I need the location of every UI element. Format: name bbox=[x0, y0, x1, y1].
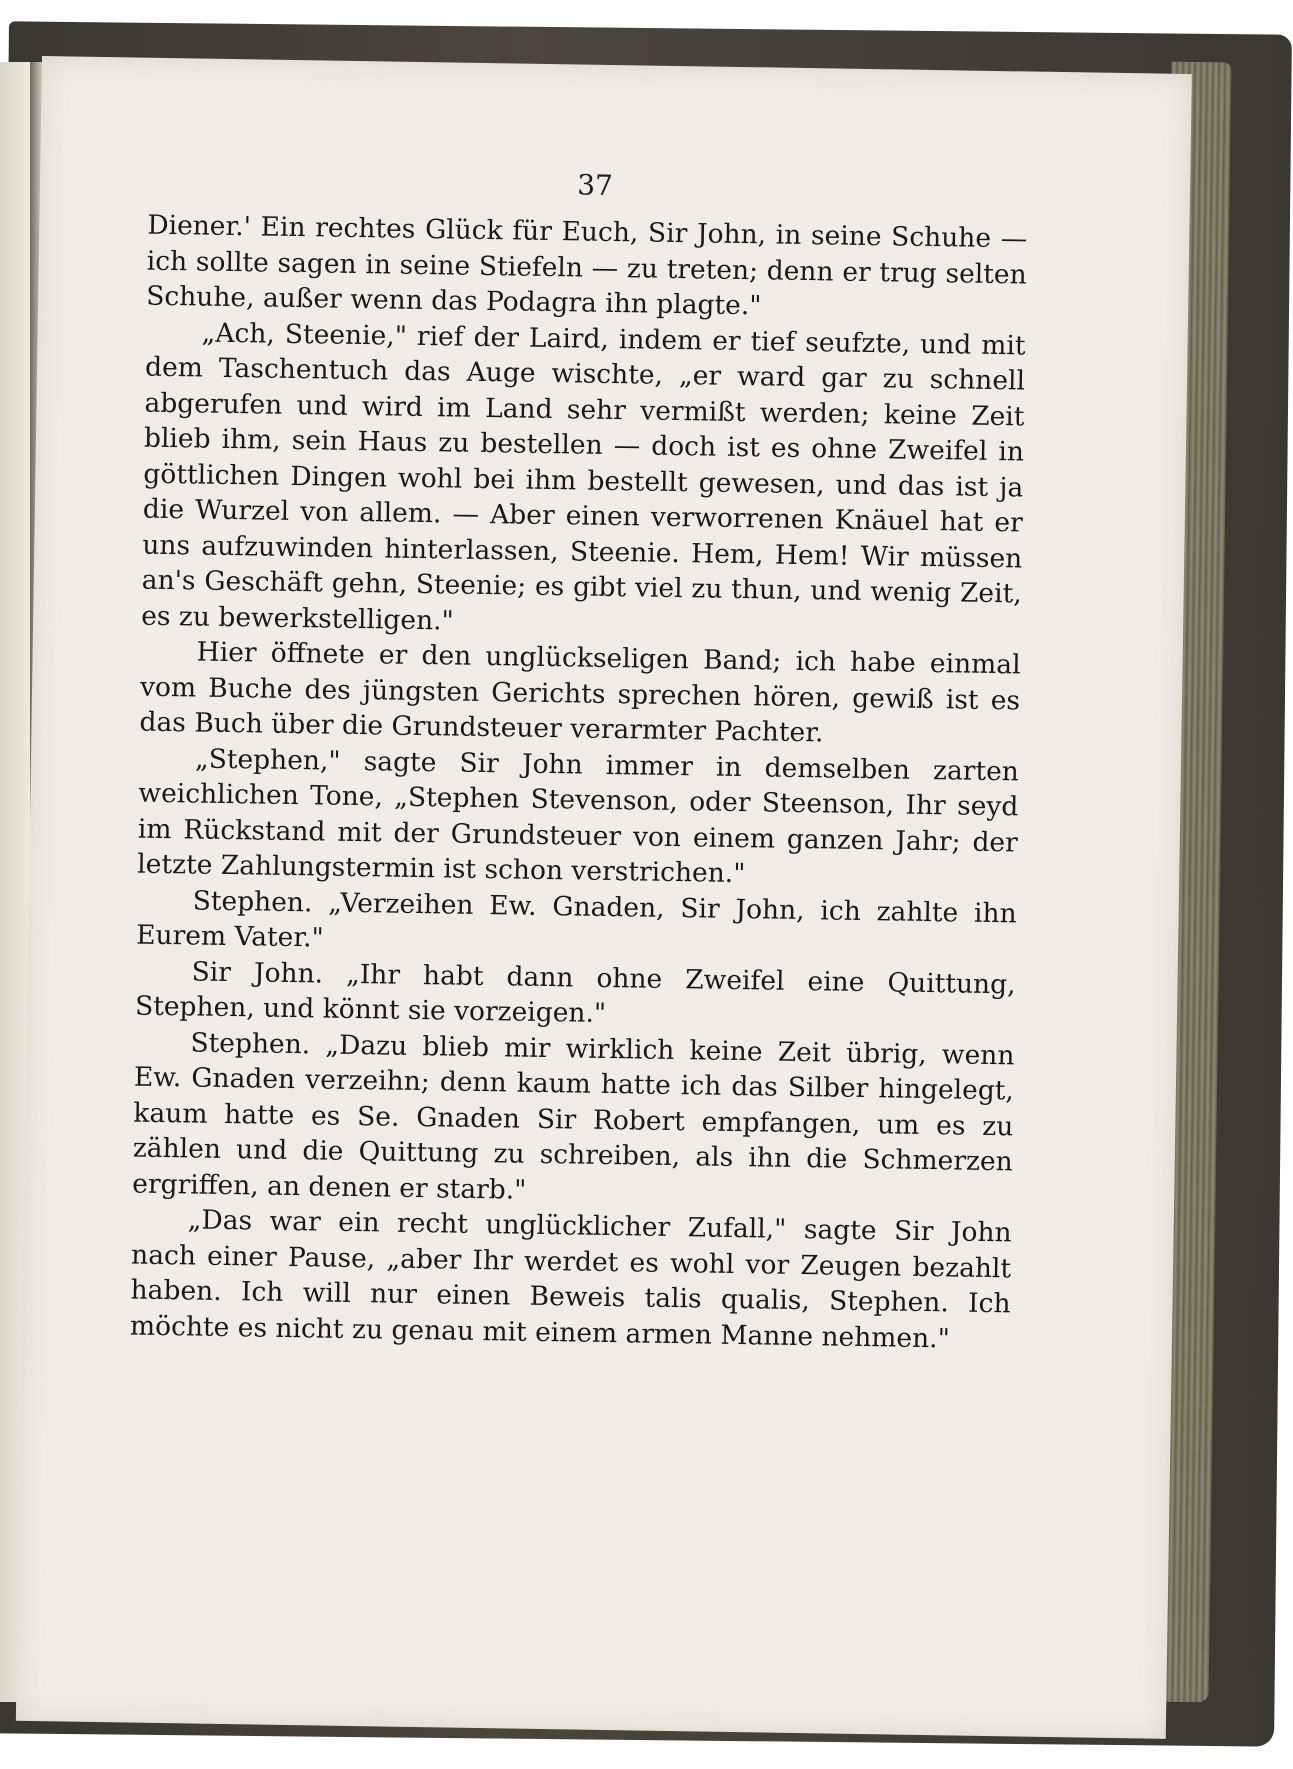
paragraph: Stephen. „Verzeihen Ew. Gnaden, Sir John, ich zahlte ihn Eurem Vater." bbox=[135, 884, 1017, 954]
paragraph: „Stephen," sagte Sir John immer in demselben zarten weichlichen Tone, „Stephen Stevenson, oder Steenson, Ihr seyd im Rückstand mit der Grundsteuer von einem ganzen Jahr; der letzte Zahlungstermin ist schon verstrichen." bbox=[137, 742, 1020, 890]
page-text bbox=[130, 208, 1028, 1358]
paragraph: „Ach, Steenie," rief der Laird, indem er tief seufzte, und mit dem Taschentuch das Auge wischte, „er ward gar zu schnell abgerufen und wird im Land sehr vermißt werden; keine Zeit blieb ihm, sein Haus zu bestellen — doch ist es ohne Zweifel in göttlichen Dingen wohl bei ihm bestellt gewesen, und das ist ja die Wurzel von allem. — Aber einen verworrenen Knäuel hat er uns aufzuwinden hinterlassen, Steenie. Hem, Hem! Wir müssen an's Geschäft gehn, Steenie; es gibt viel zu thun, und wenig Zeit, es zu bewerkstelligen." bbox=[140, 317, 1026, 637]
paragraph: Hier öffnete er den unglückseligen Band; ich habe einmal vom Buche des jüngsten Gerichts sprechen hören, gewiß ist es das Buch über die Grundsteuer verarmter Pachter. bbox=[139, 636, 1021, 749]
paragraph: Diener.' Ein rechtes Glück für Euch, Sir John, in seine Schuhe — ich sollte sagen in seine Stiefeln — zu treten; denn er trug selten Schuhe, außer wenn das Podagra ihn plagte." bbox=[145, 209, 1028, 322]
book-page bbox=[16, 56, 1192, 1739]
page-number: 37 bbox=[576, 168, 614, 202]
paragraph: Sir John. „Ihr habt dann ohne Zweifel eine Quittung, Stephen, und könnt sie vorzeigen." bbox=[134, 955, 1016, 1029]
paragraph: Stephen. „Dazu blieb mir wirklich keine Zeit übrig, wenn Ew. Gnaden verzeihn; denn kaum hatte ich das Silber hingelegt, kaum hatte es Se. Gnaden Sir Robert empfangen, um es zu zählen und die Quittung zu schreiben, als ihn die Schmerzen ergriffen, an denen er starb." bbox=[132, 1026, 1015, 1206]
paragraph: „Das war ein recht unglücklicher Zufall," sagte Sir John nach einer Pause, „aber Ihr werdet es wohl vor Zeugen bezahlt haben. Ich will nur einen Beweis talis qualis, Stephen. Ich möchte es nicht zu genau mit einem armen Manne nehmen." bbox=[129, 1204, 1012, 1354]
